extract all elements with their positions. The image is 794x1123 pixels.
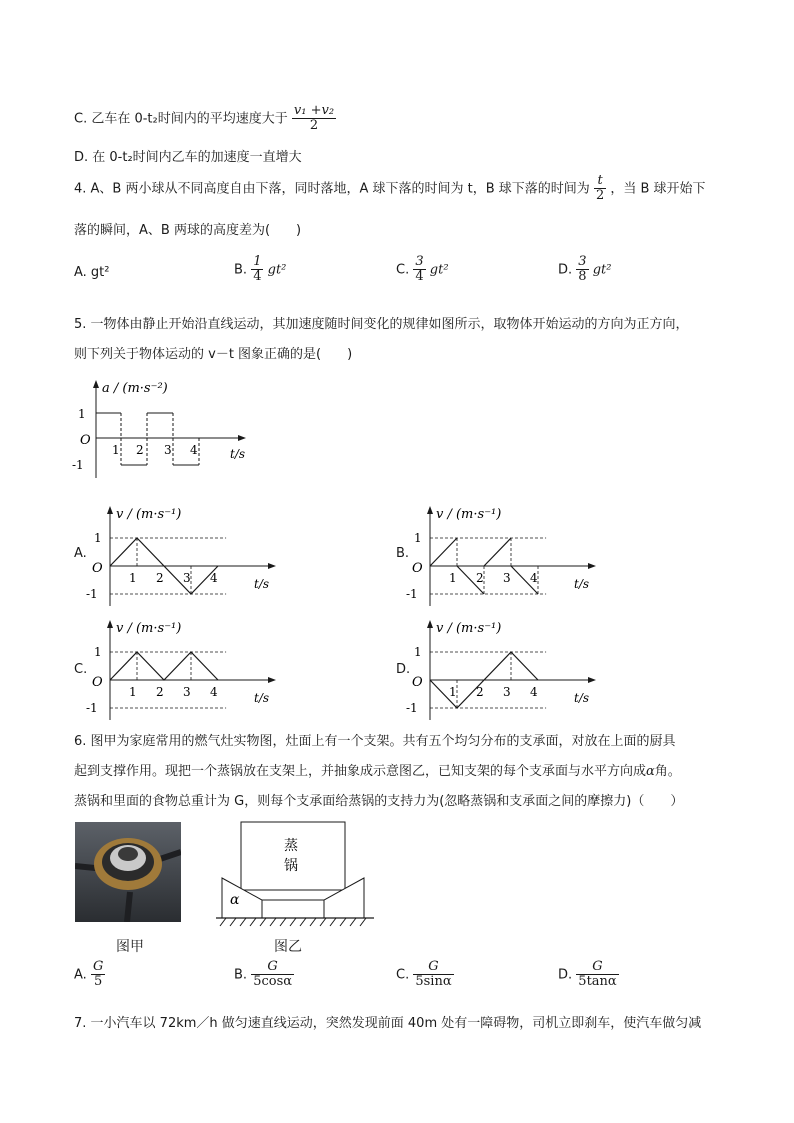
q6-stove-photo (75, 822, 181, 922)
q4-stem-text-b: ，当 B 球开始下 (610, 181, 706, 197)
option-tail: gt² (592, 262, 612, 278)
v-graph-b-x-arrow (588, 563, 596, 569)
q4-stem-text-a: 4. A、B 两小球从不同高度自由下落，同时落地，A 球下落的时间为 t，B 球下落的时间为 (74, 181, 590, 197)
v-graph-c-xtick-3: 3 (183, 685, 191, 699)
v-graph-a-ytick-1: 1 (94, 531, 102, 545)
q6-option-d (558, 960, 619, 990)
a-graph-curve (96, 413, 199, 465)
v-graph-a-xtick-1: 1 (129, 571, 137, 585)
q4-option-d (558, 255, 611, 285)
v-graph-d-xtick-2: 2 (476, 685, 484, 699)
option-fraction (413, 255, 425, 285)
fraction-denominator: 5cosα (253, 974, 293, 990)
v-graph-c-curve-segment-1 (110, 652, 218, 680)
v-graph-d-xtick-4: 4 (530, 685, 538, 699)
v-graph-a-y-arrow (107, 506, 113, 514)
fraction-numerator: G (251, 960, 294, 975)
v-graph-d-origin: O (412, 675, 423, 690)
v-graph-d-y-arrow (427, 620, 433, 628)
q6-option-c (396, 960, 454, 990)
option-label: D. (558, 967, 573, 983)
pot-label-1: 蒸 (284, 838, 298, 854)
v-graph-b-xtick-1: 1 (449, 571, 457, 585)
v-graph-b-origin: O (412, 561, 423, 576)
q3-option-c-fraction (292, 104, 336, 134)
v-graph-b-ylabel: v / (m·s⁻¹) (436, 507, 502, 522)
v-graph-c-xtick-1: 1 (129, 685, 137, 699)
q6-option-a (74, 960, 105, 990)
a-graph-xticks (112, 443, 198, 457)
pot-label-2: 锅 (284, 858, 298, 874)
q6-stem-line3: 蒸锅和里面的食物总重计为 G，则每个支承面给蒸锅的支持力为(忽略蒸锅和支承面之间的摩擦力)（ ） (74, 794, 684, 809)
q4-option-a: A. gt² (74, 265, 110, 280)
v-graph-a-xlabel: t/s (254, 577, 270, 591)
option-fraction (251, 960, 294, 990)
a-graph-y-arrow (93, 380, 99, 388)
v-graph-b-ytick-1: 1 (414, 531, 422, 545)
v-graph-d-xtick-1: 1 (449, 685, 457, 699)
v-graph-c-xtick-2: 2 (156, 685, 164, 699)
q5-option-d-graph (404, 614, 604, 724)
a-graph-xtick-1: 1 (112, 443, 120, 457)
v-graph-b-ytick-neg1: -1 (406, 587, 418, 601)
option-fraction (91, 960, 105, 990)
q6-option-b (234, 960, 294, 990)
q5-option-a-graph (84, 500, 284, 610)
fraction-denominator: 5tanα (578, 974, 617, 990)
v-graph-c-ytick-1: 1 (94, 645, 102, 659)
a-graph-xtick-2: 2 (136, 443, 144, 457)
v-graph-c-origin: O (92, 675, 103, 690)
option-tail: gt² (267, 262, 287, 278)
q4-stem-line2: 落的瞬间，A、B 两球的高度差为( ) (74, 223, 302, 238)
v-graph-c-x-arrow (268, 677, 276, 683)
v-graph-b-xtick-4: 4 (530, 571, 538, 585)
v-graph-c-xtick-4: 4 (210, 685, 218, 699)
fraction-denominator: 2 (309, 118, 319, 134)
q5-option-b-graph (404, 500, 604, 610)
q6-stem-text-a: 起到支撑作用。现把一个蒸锅放在支架上，并抽象成示意图乙，已知支架的每个支承面与水平方向成 (74, 764, 647, 779)
a-graph-ytick-1: 1 (78, 407, 86, 421)
v-graph-a-xtick-4: 4 (210, 571, 218, 585)
v-graph-a-x-arrow (268, 563, 276, 569)
v-graph-b-xtick-3: 3 (503, 571, 511, 585)
angle-label: α (230, 892, 240, 908)
q6-stem-line1: 6. 图甲为家庭常用的燃气灶实物图，灶面上有一个支架。共有五个均匀分布的支承面，对放在上面的厨具 (74, 734, 676, 749)
q5-option-a-label: A. (74, 546, 87, 561)
option-label: A. (74, 967, 87, 983)
fraction-denominator: 8 (578, 269, 587, 285)
v-graph-d-ytick-1: 1 (414, 645, 422, 659)
v-graph-d-xlabel: t/s (574, 691, 590, 705)
q6-figure-b-caption: 图乙 (274, 939, 302, 955)
v-graph-b-y-arrow (427, 506, 433, 514)
q4-option-b (234, 255, 286, 285)
fraction-numerator: 3 (415, 254, 424, 269)
a-graph-xtick-4: 4 (190, 443, 198, 457)
v-graph-d-x-arrow (588, 677, 596, 683)
q5-option-d-label: D. (396, 662, 411, 677)
q5-option-b-label: B. (396, 546, 410, 561)
q3-option-c-text: C. 乙车在 0-t₂时间内的平均速度大于 (74, 111, 288, 127)
option-tail: gt² (429, 262, 449, 278)
v-graph-c-xlabel: t/s (254, 691, 270, 705)
a-graph-xtick-3: 3 (164, 443, 172, 457)
v-graph-c-ylabel: v / (m·s⁻¹) (116, 621, 182, 636)
v-graph-a-ytick-neg1: -1 (86, 587, 98, 601)
fraction-denominator: 4 (415, 269, 424, 285)
fraction-numerator: G (413, 960, 453, 975)
q4-stem-line1 (74, 174, 706, 204)
a-graph-x-arrow (238, 435, 246, 441)
q7-stem-line1: 7. 一小汽车以 72km／h 做匀速直线运动，突然发现前面 40m 处有一障碍物，司机立即刹车，使汽车做匀减 (74, 1016, 702, 1031)
option-fraction (576, 960, 618, 990)
v-graph-d-ytick-neg1: -1 (406, 701, 418, 715)
fraction-numerator: 1 (253, 254, 262, 269)
option-label: C. (396, 262, 410, 278)
a-graph-ytick-neg1: -1 (72, 458, 84, 472)
fraction-numerator: G (92, 959, 104, 974)
q5-acceleration-graph (70, 372, 260, 482)
q5-stem-line2: 则下列关于物体运动的 v－t 图象正确的是( ) (74, 347, 353, 362)
ground-hatching (220, 918, 366, 926)
option-label: B. (234, 262, 248, 278)
v-graph-d-xtick-3: 3 (503, 685, 511, 699)
q6-schematic (212, 818, 380, 930)
alpha-symbol: α (646, 764, 655, 779)
v-graph-c-ytick-neg1: -1 (86, 701, 98, 715)
fraction-denominator: 4 (253, 269, 262, 285)
v-graph-b-xlabel: t/s (574, 577, 590, 591)
v-graph-a-xtick-3: 3 (183, 571, 191, 585)
q6-figure-a-caption: 图甲 (116, 939, 144, 955)
v-graph-c-y-arrow (107, 620, 113, 628)
option-label: C. (396, 967, 410, 983)
q5-option-c-graph (84, 614, 284, 724)
stove-support-arm-bottom (127, 892, 130, 922)
q5-stem-line1: 5. 一物体由静止开始沿直线运动，其加速度随时间变化的规律如图所示，取物体开始运动的方向为正方向， (74, 317, 689, 332)
option-label: D. (558, 262, 573, 278)
fraction-denominator: 5 (93, 974, 103, 990)
option-label: B. (234, 967, 248, 983)
q4-stem-fraction (594, 174, 606, 204)
q3-option-c (74, 104, 336, 134)
fraction-numerator: t (594, 174, 606, 189)
fraction-numerator: v₁ +v₂ (293, 103, 335, 118)
a-graph-xlabel: t/s (230, 447, 246, 461)
fraction-denominator: 5sinα (415, 974, 452, 990)
fraction-numerator: G (576, 960, 618, 975)
q5-option-c-label: C. (74, 662, 88, 677)
option-fraction (413, 960, 453, 990)
q3-option-d: D. 在 0-t₂时间内乙车的加速度一直增大 (74, 150, 302, 165)
q6-stem-text-b: 角。 (654, 764, 681, 779)
fraction-denominator: 2 (595, 188, 605, 204)
pot-body (241, 822, 345, 890)
v-graph-a-xtick-2: 2 (156, 571, 164, 585)
v-graph-a-ylabel: v / (m·s⁻¹) (116, 507, 182, 522)
v-graph-a-origin: O (92, 561, 103, 576)
v-graph-d-ylabel: v / (m·s⁻¹) (436, 621, 502, 636)
v-graph-b-curve-segment-1 (430, 538, 457, 566)
option-fraction (576, 255, 588, 285)
stove-burner-cap (118, 847, 138, 861)
v-graph-b-xtick-2: 2 (476, 571, 484, 585)
q6-stem-line2 (74, 760, 681, 779)
v-graph-b-curve-segment-3 (484, 538, 511, 566)
a-graph-ylabel: a / (m·s⁻²) (102, 381, 168, 396)
fraction-numerator: 3 (578, 254, 587, 269)
q4-option-c (396, 255, 449, 285)
a-graph-origin: O (80, 433, 91, 448)
option-fraction (251, 255, 263, 285)
